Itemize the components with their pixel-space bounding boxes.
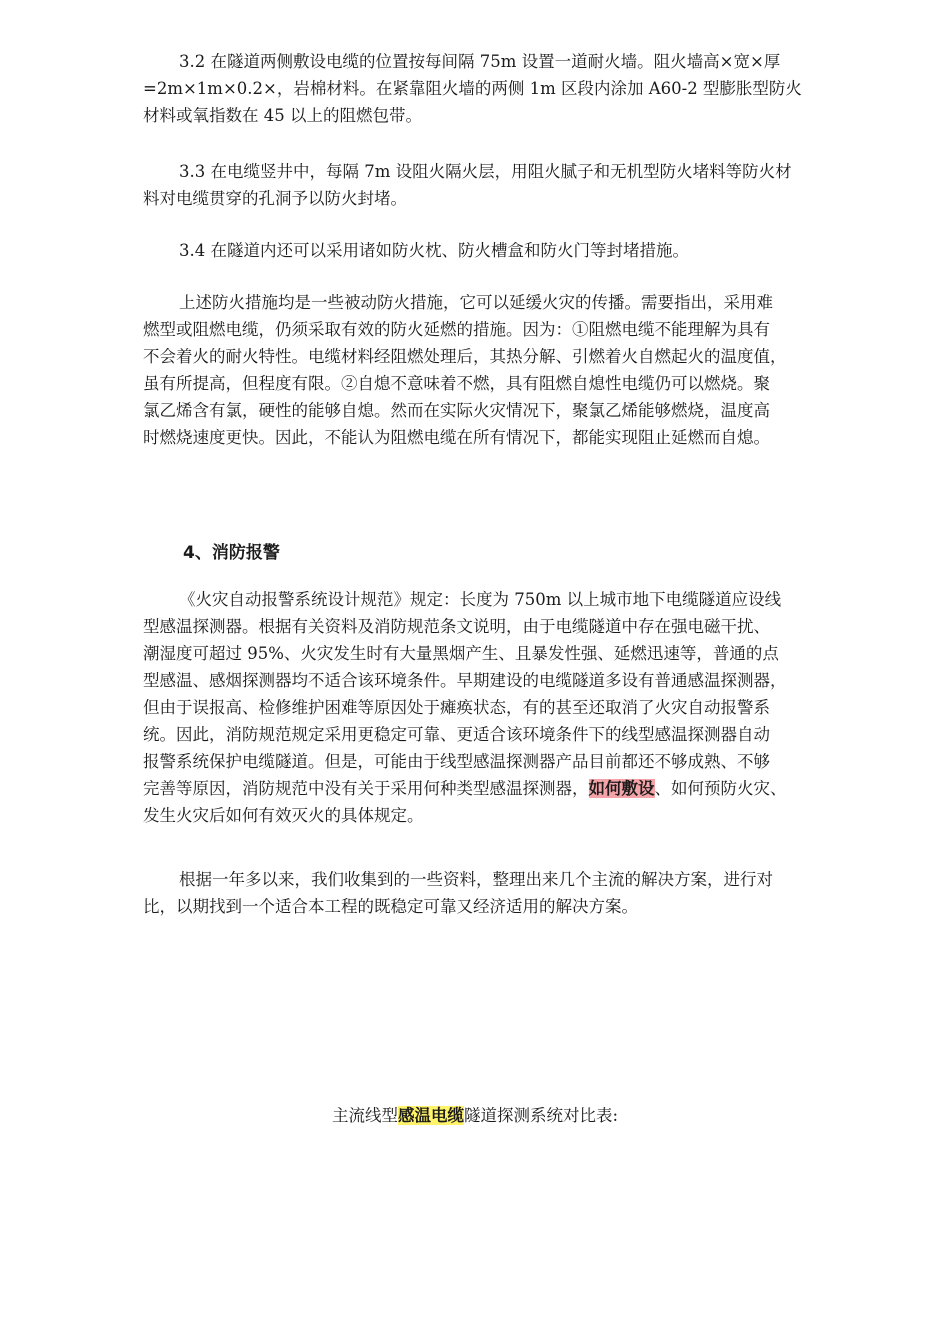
text-line <box>143 775 883 802</box>
text-line: 报警系统保护电缆隧道。但是，可能由于线型感温探测器产品目前都还不够成熟、不够 <box>143 752 770 771</box>
section-heading: 4、消防报警 <box>183 543 280 563</box>
text-fragment: 完善等原因，消防规范中没有关于采用何种类型感温探测器， <box>143 779 589 798</box>
text-fragment: 隧道探测系统对比表: <box>463 1106 619 1125</box>
text-line: =2m×1m×0.2×，岩棉材料。在紧靠阻火墙的两侧 1m 区段内涂加 A60-2 型膨胀型防火 <box>143 79 802 98</box>
text-line: 氯乙烯含有氯，硬性的能够自熄。然而在实际火灾情况下，聚氯乙烯能够燃烧，温度高 <box>143 401 770 420</box>
text-line: 3.3 在电缆竖井中，每隔 7m 设阻火隔火层，用阻火腻子和无机型防火堵料等防火材 <box>179 162 792 181</box>
table-caption <box>0 1102 950 1126</box>
paragraph-closing <box>143 866 883 920</box>
text-line: 料对电缆贯穿的孔洞予以防火封堵。 <box>143 189 407 208</box>
paragraph-3-2 <box>143 48 883 129</box>
text-line: 材料或氧指数在 45 以上的阻燃包带。 <box>143 106 422 125</box>
text-line: 根据一年多以来，我们收集到的一些资料，整理出来几个主流的解决方案，进行对 <box>179 870 773 889</box>
paragraph-3-3 <box>143 158 883 212</box>
text-line: 不会着火的耐火特性。电缆材料经阻燃处理后，其热分解、引燃着火自燃起火的温度值， <box>143 347 787 366</box>
text-line: 但由于误报高、检修维护困难等原因处于瘫痪状态，有的甚至还取消了火灾自动报警系 <box>143 698 770 717</box>
text-line: 虽有所提高，但程度有限。②自熄不意味着不燃，具有阻燃自熄性电缆仍可以燃烧。聚 <box>143 374 770 393</box>
text-line: 上述防火措施均是一些被动防火措施，它可以延缓火灾的传播。需要指出，采用难 <box>179 293 773 312</box>
paragraph-summary <box>143 289 883 451</box>
text-line: 燃型或阻燃电缆，仍须采取有效的防火延燃的措施。因为：①阻燃电缆不能理解为具有 <box>143 320 770 339</box>
text-line: 潮湿度可超过 95%、火灾发生时有大量黑烟产生、且暴发性强、延燃迅速等，普通的点 <box>143 644 779 663</box>
text-line: 统。因此，消防规范规定采用更稳定可靠、更适合该环境条件下的线型感温探测器自动 <box>143 725 770 744</box>
text-line: 型感温、感烟探测器均不适合该环境条件。早期建设的电缆隧道多设有普通感温探测器， <box>143 671 787 690</box>
text-fragment: 主流线型 <box>331 1106 398 1125</box>
text-line: 3.2 在隧道两侧敷设电缆的位置按每间隔 75m 设置一道耐火墙。阻火墙高×宽×厚 <box>179 52 781 71</box>
text-line: 3.4 在隧道内还可以采用诸如防火枕、防火槽盒和防火门等封堵措施。 <box>179 241 689 260</box>
highlighted-text: 如何敷设 <box>588 779 655 798</box>
text-fragment: 、如何预防火灾、 <box>654 779 787 798</box>
paragraph-3-4 <box>143 237 883 264</box>
text-line: 比，以期找到一个适合本工程的既稳定可靠又经济适用的解决方案。 <box>143 897 638 916</box>
paragraph-fire-alarm <box>143 586 883 829</box>
text-line: 《火灾自动报警系统设计规范》规定：长度为 750m 以上城市地下电缆隧道应设线 <box>179 590 782 609</box>
text-line: 发生火灾后如何有效灭火的具体规定。 <box>143 806 424 825</box>
highlighted-text: 感温电缆 <box>397 1106 464 1125</box>
text-line: 时燃烧速度更快。因此，不能认为阻燃电缆在所有情况下，都能实现阻止延燃而自熄。 <box>143 428 770 447</box>
text-line: 型感温探测器。根据有关资料及消防规范条文说明，由于电缆隧道中存在强电磁干扰、 <box>143 617 770 636</box>
